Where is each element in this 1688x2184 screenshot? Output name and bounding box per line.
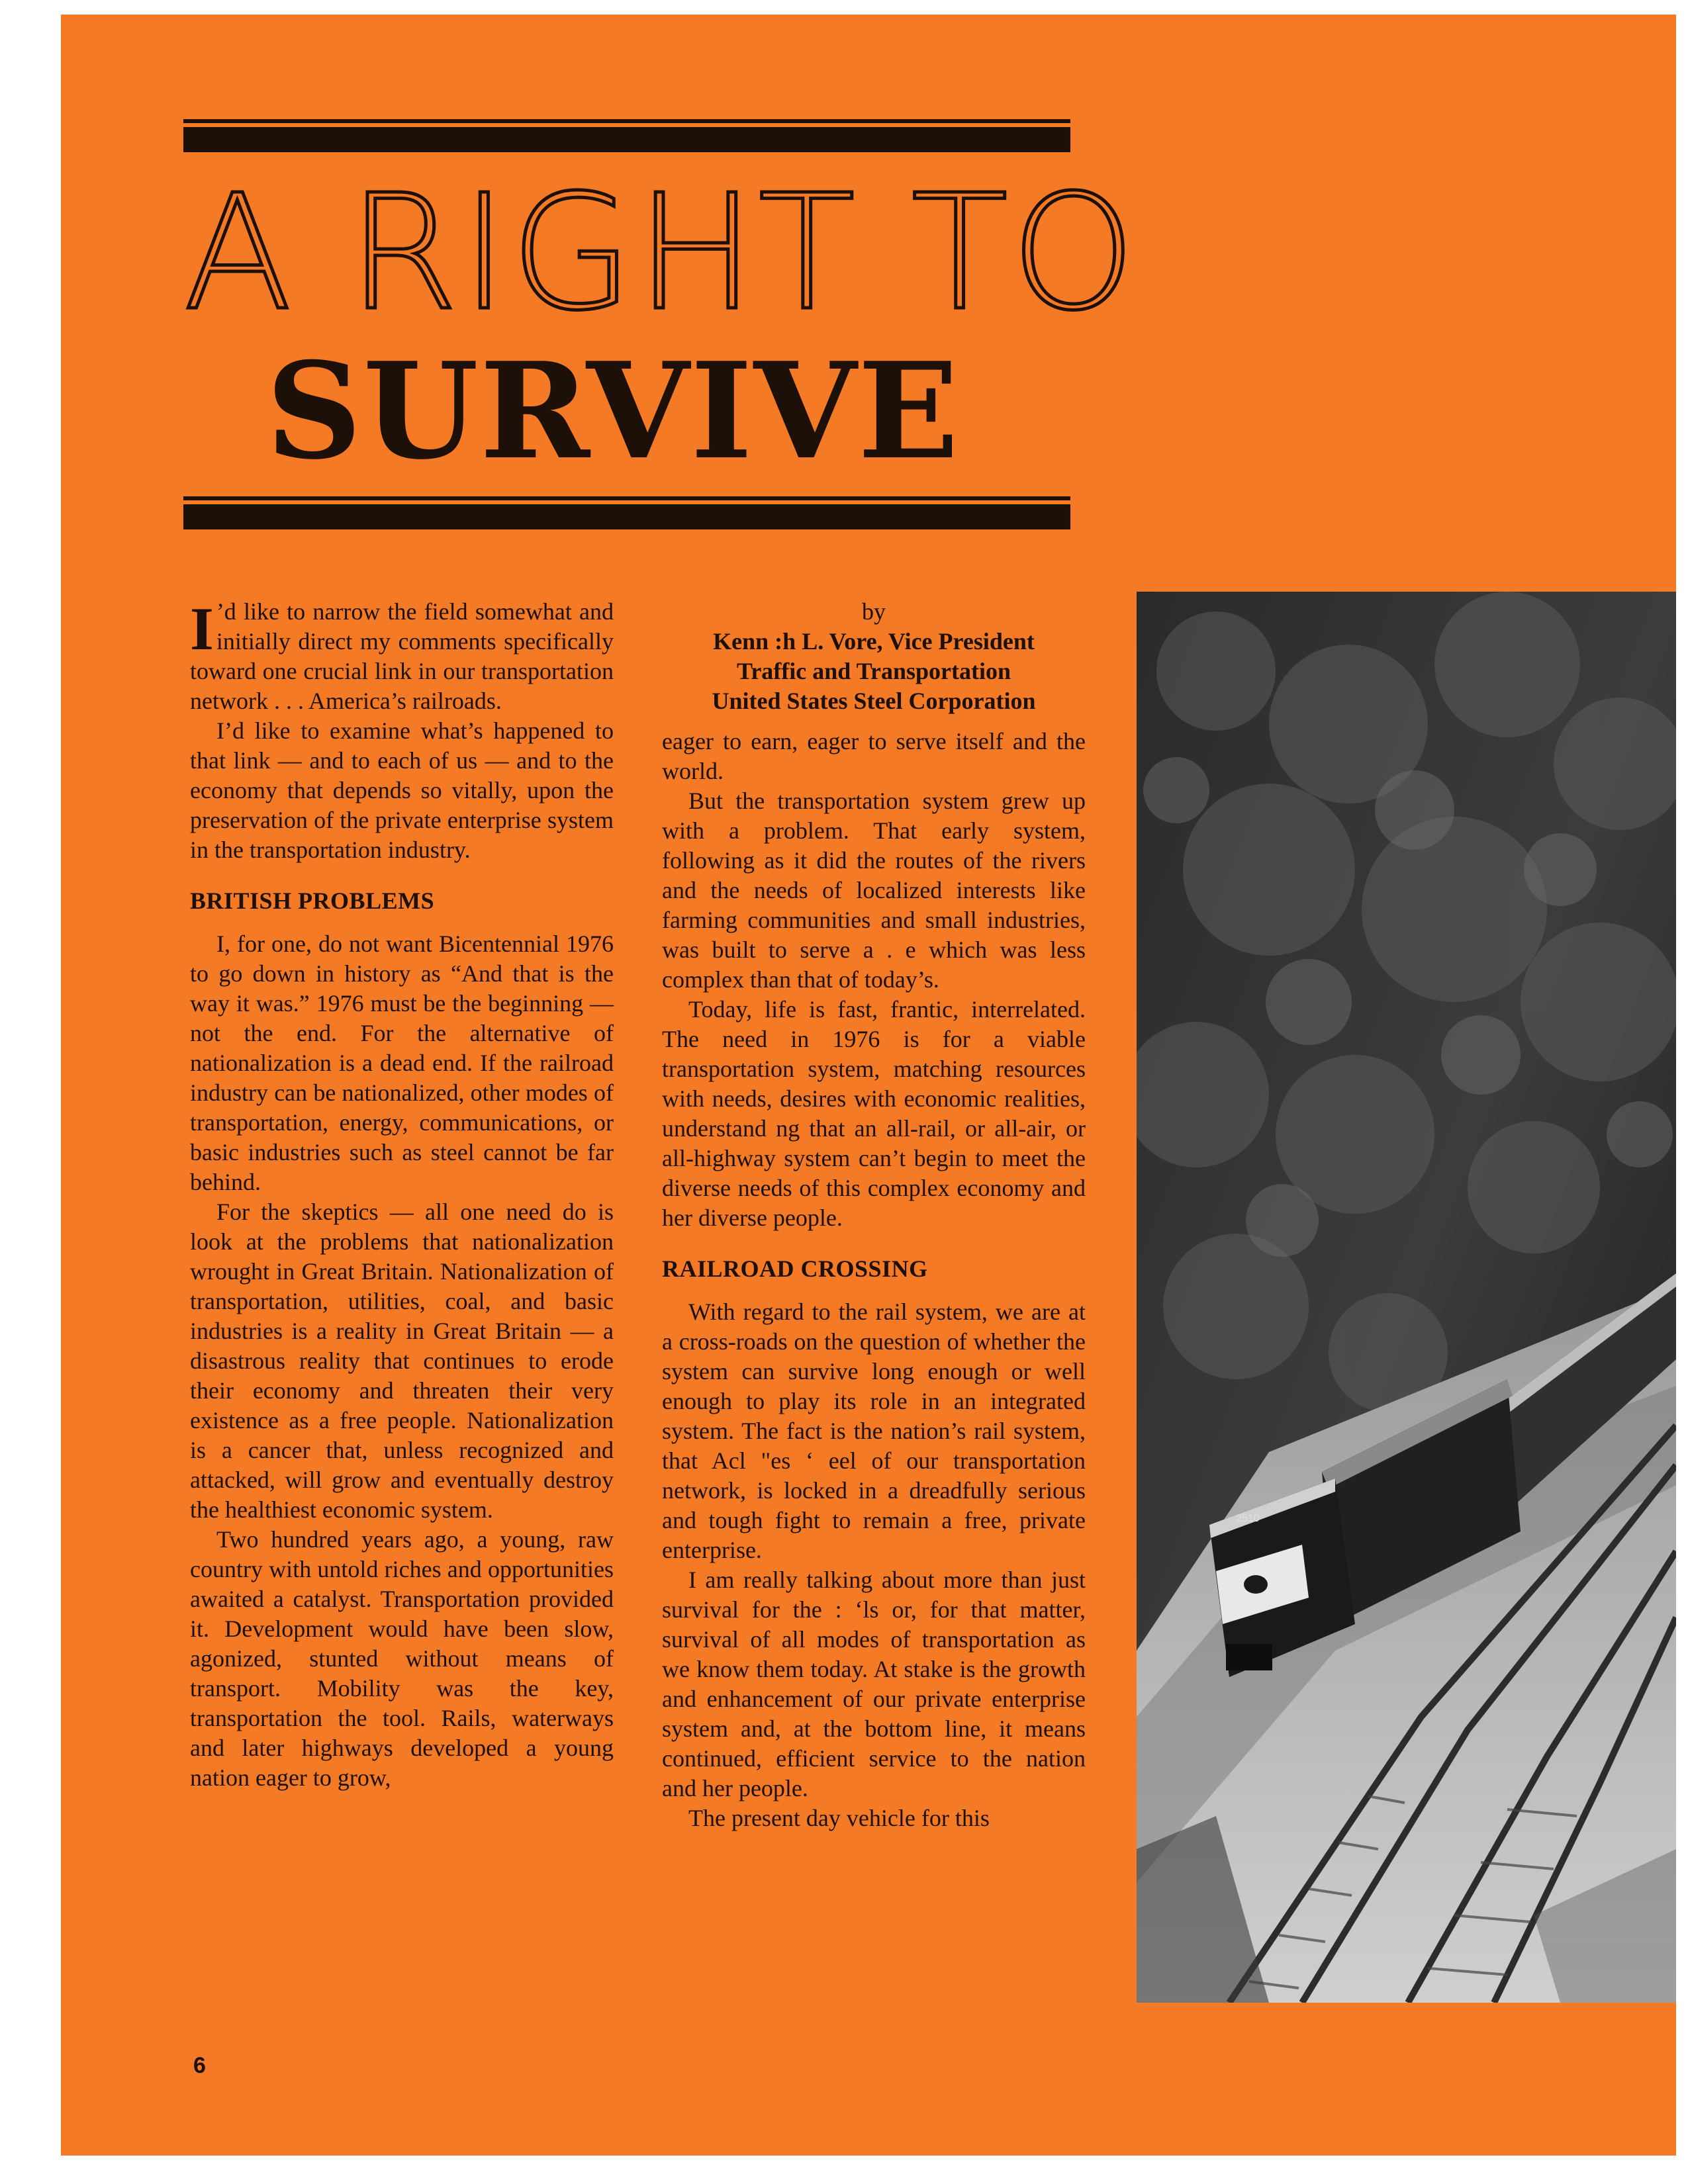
section-heading-british-problems: BRITISH PROBLEMS bbox=[190, 887, 435, 914]
section-heading-railroad-crossing: RAILROAD CROSSING bbox=[662, 1255, 928, 1282]
train-photo bbox=[1137, 592, 1676, 2003]
paragraph: Two hundred years ago, a young, raw country with untold riches and opportunities awaited a catalyst. Transportation provided it. Development would have been slow, agonized, stunted without means of transport. Mobility was the key, transportation the tool. Rails, waterways and later highways developed a young nation eager to grow, bbox=[190, 1526, 614, 1791]
paragraph: But the transportation system grew up with a problem. That early system, following as it did the routes of the rivers and the needs of localized interests like farming communities and small industries, was built to serve a . e which was less complex than that of today’s. bbox=[662, 788, 1086, 993]
magazine-page bbox=[61, 15, 1676, 2156]
paragraph: I’d like to examine what’s happened to that link — and to each of us — and to the economy that depends so vitally, upon the preservation of the private enterprise system in the transportation industry. bbox=[190, 717, 614, 863]
intro-paragraph bbox=[190, 597, 614, 716]
byline-company: United States Steel Corporation bbox=[712, 688, 1036, 714]
byline-role: Traffic and Transportation bbox=[736, 658, 1011, 684]
paragraph: With regard to the rail system, we are at a cross-roads on the question of whether the system can survive long enough or well enough to play its role in an integrated system. The fact is the nation’s rail system, that Acl "es ‘ eel of our transportation network, is locked in a dreadfully serious and tough fight to remain a free, private enterprise. bbox=[662, 1298, 1086, 1563]
paragraph: I am really talking about more than just survival for the : ‘ls or, for that matter, survival of all modes of transportation as we know them today. At stake is the growth and enhancement of our private enterprise system and, at the bottom line, it means continued, efficient service to the nation and her people. bbox=[662, 1567, 1086, 1801]
locomotive-number: 2510 bbox=[1236, 1513, 1260, 1524]
page-number: 6 bbox=[193, 2053, 206, 2078]
title-rule-bottom bbox=[183, 496, 1070, 533]
title-line-1-text: A RIGHT TO bbox=[183, 160, 1139, 345]
paragraph: Today, life is fast, frantic, interrelated. The need in 1976 is for a viable transportation system, matching resources with needs, desires with economic realities, understand ng that an all-rail, or all-air, or all-highway system can’t begin to meet the diverse needs of this complex economy and her diverse people. bbox=[662, 996, 1086, 1231]
title-line-1 bbox=[183, 160, 1139, 345]
paragraph: eager to earn, eager to serve itself and the world. bbox=[662, 728, 1086, 784]
drop-cap: I bbox=[190, 595, 214, 662]
left-column bbox=[190, 597, 614, 1793]
paragraph: I, for one, do not want Bicentennial 1976 to go down in history as “And that is the way it was.” 1976 must be the beginning — not the end. For the alternative of nationalization is a dead end. If the railroad industry can be nationalized, other modes of transportation, energy, communications, or basic industries such as steel cannot be far behind. bbox=[190, 931, 614, 1195]
paragraph: For the skeptics — all one need do is look at the problems that nationalization wrought in Great Britain. Nationalization of transportation, utilities, coal, and basic industries is a reality in Great Britain — a disastrous reality that continues to erode their economy and threaten their very existence as a free people. Nationalization is a cancer that, unless recognized and attacked, will grow and eventually destroy the healthiest economic system. bbox=[190, 1199, 614, 1523]
train-photo-illustration bbox=[1137, 592, 1676, 2003]
byline-author: Kenn :h L. Vore, Vice President bbox=[713, 628, 1035, 655]
byline-by: by bbox=[862, 598, 886, 625]
paragraph: The present day vehicle for this bbox=[688, 1805, 990, 1831]
title-rule-top bbox=[183, 119, 1070, 156]
middle-column bbox=[662, 597, 1086, 1833]
title-line-2: SURVIVE bbox=[266, 334, 961, 489]
intro-paragraph-text: ’d like to narrow the field somewhat and initially direct my comments specifically toward one crucial link in our transportation network . . . America’s railroads. bbox=[190, 598, 614, 714]
byline bbox=[662, 597, 1086, 716]
